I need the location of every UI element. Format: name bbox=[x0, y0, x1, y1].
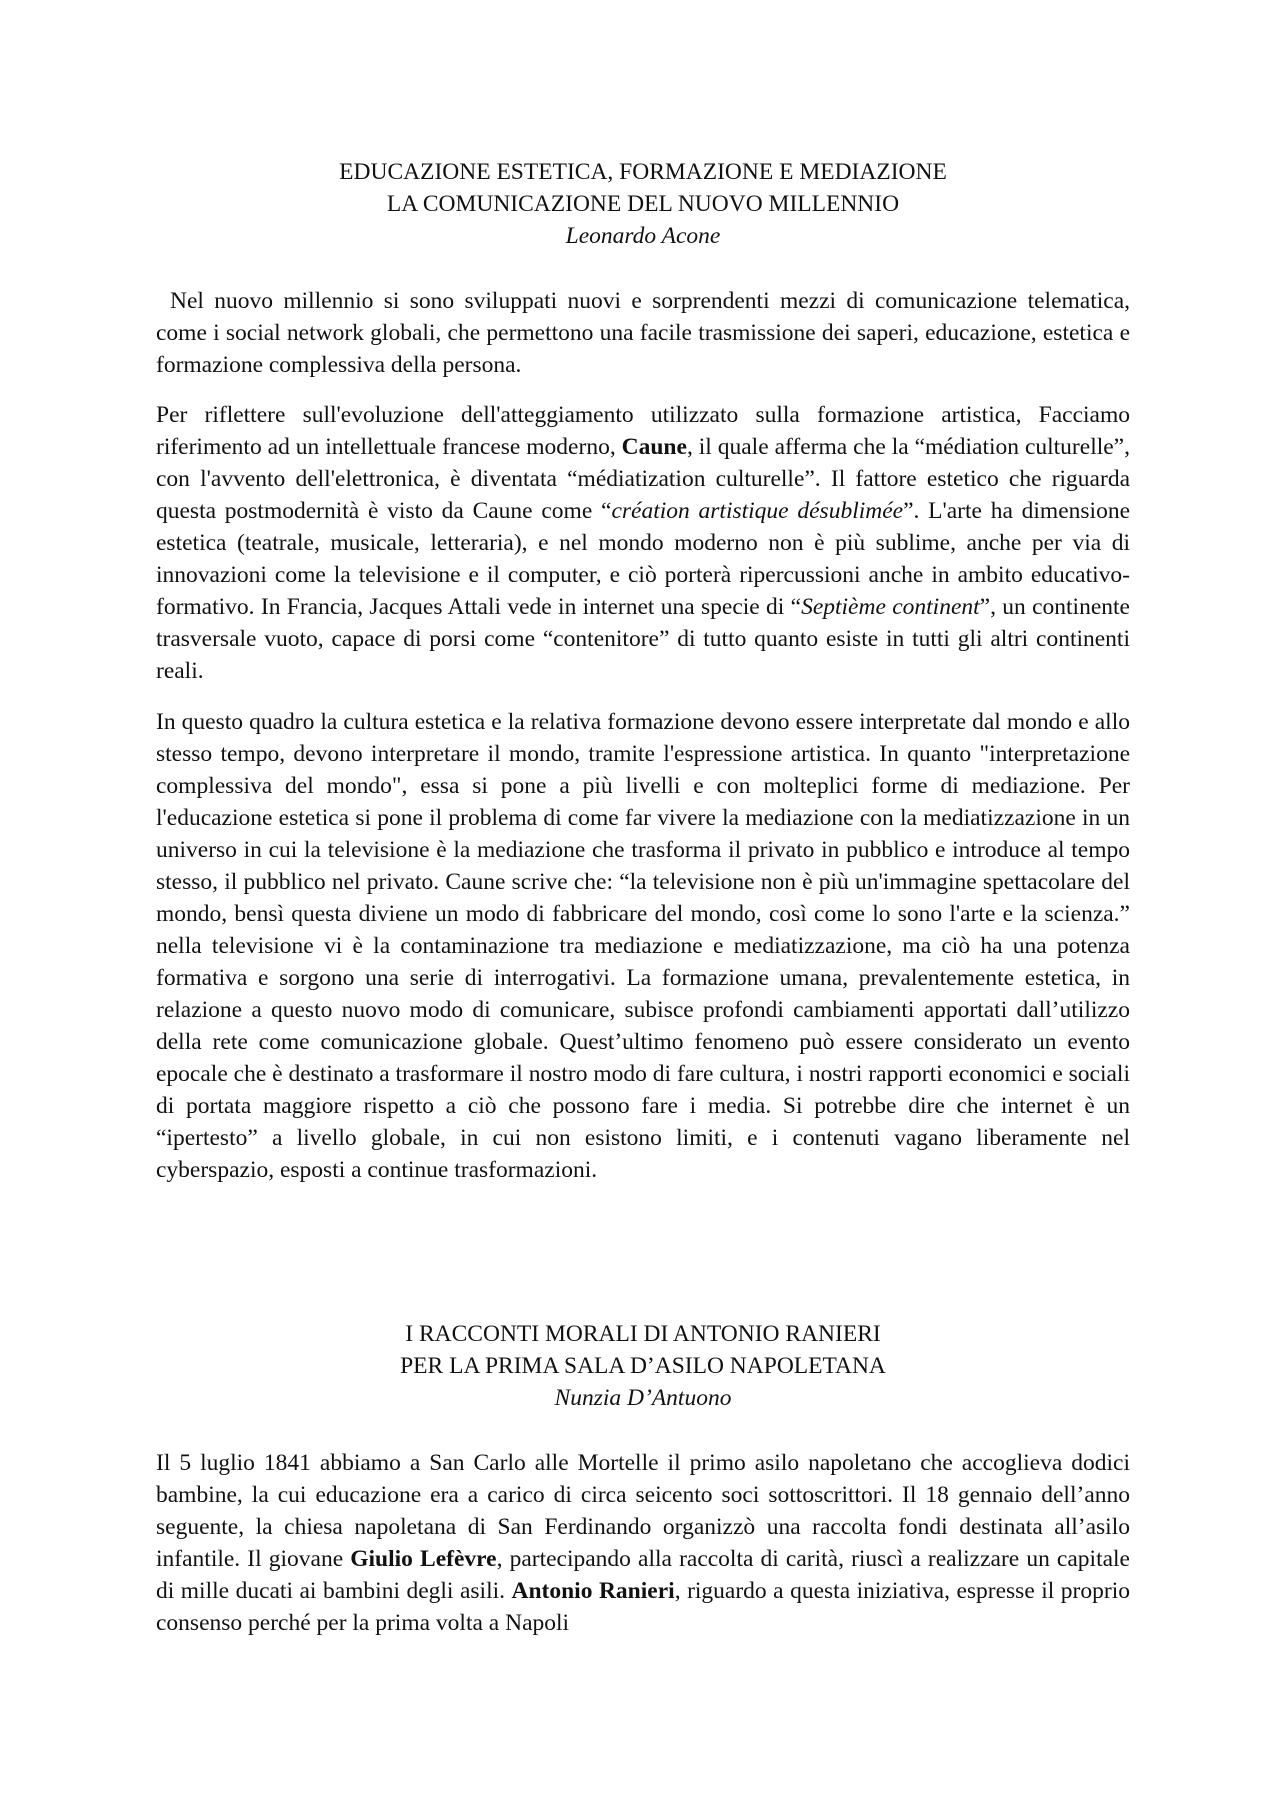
article1-p2-text-1: Per riflettere sull'evoluzione dell'atteggiamento utilizzato sulla formazione artistica, Facciamo riferimento ad un intellettuale francese moderno, bbox=[156, 402, 1130, 460]
article2-p1-text-2: , partecipando alla raccolta di carità, riuscì a realizzare un capitale di mille ducati ai bambini degli asili. bbox=[156, 1546, 1130, 1604]
article1-title-line2: LA COMUNICAZIONE DEL NUOVO MILLENNIO bbox=[386, 191, 900, 217]
article1-p2-italic-2: Septième continent bbox=[801, 594, 980, 620]
article1-heading bbox=[156, 156, 1130, 252]
article1-title-line1: EDUCAZIONE ESTETICA, FORMAZIONE E MEDIAZIONE bbox=[339, 159, 947, 185]
article2-p1-text-3: , riguardo a questa iniziativa, espresse il proprio consenso perché per la prima volta a Napoli bbox=[156, 1578, 1130, 1636]
article2-title-line2: PER LA PRIMA SALA D’ASILO NAPOLETANA bbox=[400, 1353, 886, 1379]
article1-p2-text-2: , il quale afferma che la “médiation culturelle”, con l'avvento dell'elettronica, è diventata “médiatization culturelle”. Il fattore estetico che riguarda questa postmodernità è visto da Caune come “ bbox=[156, 434, 1130, 524]
article1-p2-text-4: ”, un continente trasversale vuoto, capace di porsi come “contenitore” di tutto quanto esiste in tutti gli altri continenti reali. bbox=[156, 594, 1130, 684]
article2-author: Nunzia D’Antuono bbox=[554, 1385, 732, 1411]
article2-title-line1: I RACCONTI MORALI DI ANTONIO RANIERI bbox=[405, 1321, 881, 1347]
article1-author: Leonardo Acone bbox=[565, 223, 721, 249]
article1-p2-bold-caune: Caune bbox=[621, 434, 687, 460]
article2-p1-bold-lefevre: Giulio Lefèvre bbox=[350, 1546, 497, 1572]
article2-paragraph-1 bbox=[156, 1447, 1130, 1639]
article2-p1-bold-ranieri: Antonio Ranieri bbox=[511, 1578, 675, 1604]
article1-paragraph-3: In questo quadro la cultura estetica e la relativa formazione devono essere interpretate dal mondo e allo stesso tempo, devono interpretare il mondo, tramite l'espressione artistica. In quanto "interpretazione complessiva del mondo", essa si pone a più livelli e con molteplici forme di mediazione. Per l'educazione estetica si pone il problema di come far vivere la mediazione con la mediatizzazione in un universo in cui la televisione è la mediazione che trasforma il privato in pubblico e introduce al tempo stesso, il pubblico nel privato. Caune scrive che: “la televisione non è più un'immagine spettacolare del mondo, bensì questa diviene un modo di fabbricare del mondo, così come lo sono l'arte e la scienza.” nella televisione vi è la contaminazione tra mediazione e mediatizzazione, ma ciò ha una potenza formativa e sorgono una serie di interrogativi. La formazione umana, prevalentemente estetica, in relazione a questo nuovo modo di comunicare, subisce profondi cambiamenti apportati dall’utilizzo della rete come comunicazione globale. Quest’ultimo fenomeno può essere considerato un evento epocale che è destinato a trasformare il nostro modo di fare cultura, i nostri rapporti economici e sociali di portata maggiore rispetto a ciò che possono fare i media. Si potrebbe dire che internet è un “ipertesto” a livello globale, in cui non esistono limiti, e i contenuti vagano liberamente nel cyberspazio, esposti a continue trasformazioni. bbox=[156, 709, 1130, 1183]
article1-paragraph-1: Nel nuovo millennio si sono sviluppati nuovi e sorprendenti mezzi di comunicazione telematica, come i social network globali, che permettono una facile trasmissione dei saperi, educazione, estetica e formazione complessiva della persona. bbox=[156, 288, 1130, 378]
article2-heading bbox=[156, 1318, 1130, 1414]
article1-p2-italic-1: création artistique désublimée bbox=[611, 498, 904, 524]
article2-p1-text-1: Il 5 luglio 1841 abbiamo a San Carlo alle Mortelle il primo asilo napoletano che accoglieva dodici bambine, la cui educazione era a carico di circa seicento soci sottoscrittori. Il 18 gennaio dell’anno seguente, la chiesa napoletana di San Ferdinando organizzò una raccolta fondi destinata all’asilo infantile. Il giovane bbox=[156, 1450, 1130, 1572]
article1-p2-text-3: ”. L'arte ha dimensione estetica (teatrale, musicale, letteraria), e nel mondo moderno non è più sublime, anche per via di innovazioni come la televisione e il computer, e ciò porterà ripercussioni anche in ambito educativo-formativo. In Francia, Jacques Attali vede in internet una specie di “ bbox=[156, 498, 1130, 620]
article1-paragraph-2 bbox=[156, 399, 1130, 687]
